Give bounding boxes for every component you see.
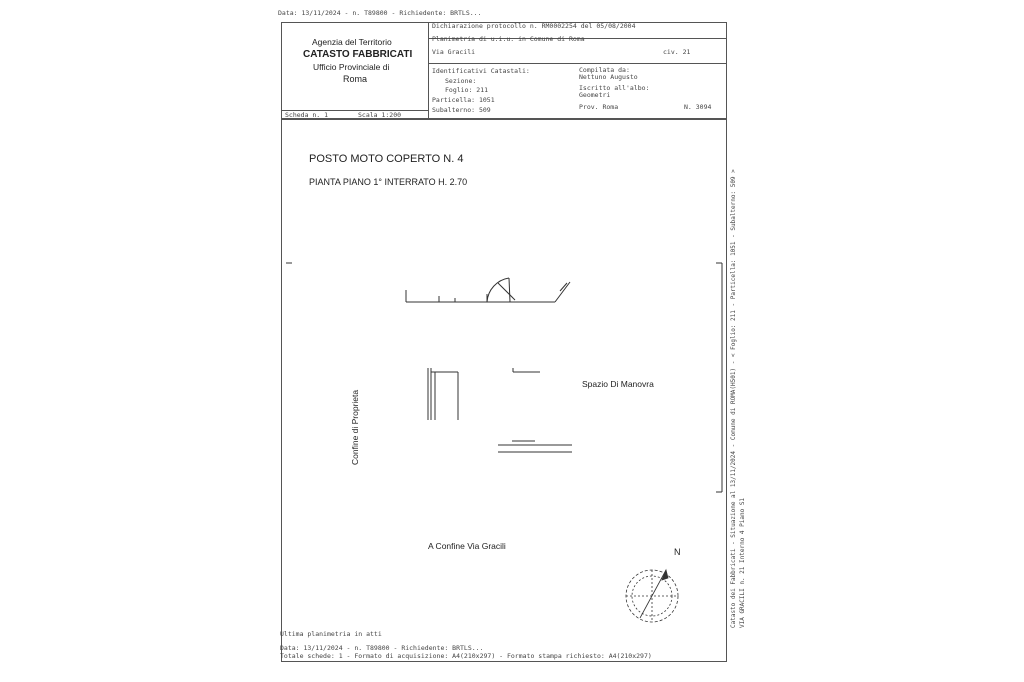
civ-text: civ. 21 xyxy=(663,48,691,56)
subalterno-text: Subalterno: 509 xyxy=(432,106,491,114)
agency-line-2: CATASTO FABBRICATI xyxy=(303,49,413,60)
confine-via-label: A Confine Via Gracili xyxy=(428,541,506,551)
side-address-text: VIA GRACILI n. 21 Interno 4 Piano S1 xyxy=(739,497,746,628)
agency-line-4: Roma xyxy=(343,74,368,84)
foglio-text: Foglio: 211 xyxy=(445,86,489,94)
north-label: N xyxy=(674,547,681,557)
footer-data-line: Data: 13/11/2024 - n. T89800 - Richiedente: BRTLS... xyxy=(280,644,484,652)
top-request-line: Data: 13/11/2024 - n. T89800 - Richiedente: BRTLS... xyxy=(278,9,482,17)
compilata-name: Nettuno Augusto xyxy=(579,73,638,81)
ultima-planimetria-text: Ultima planimetria in atti xyxy=(280,630,382,638)
particella-text: Particella: 1051 xyxy=(432,96,495,104)
plan-title: POSTO MOTO COPERTO N. 4 xyxy=(309,153,464,165)
scheda-text: Scheda n. 1 xyxy=(285,111,329,119)
iscritto-text: Iscritto all'albo: xyxy=(579,84,650,92)
compilata-title: Compilata da: xyxy=(579,66,630,74)
north-arrow-icon xyxy=(622,566,682,626)
spazio-manovra-label: Spazio Di Manovra xyxy=(582,379,654,389)
sezione-text: Sezione: xyxy=(445,77,477,85)
address-text: Via Gracili xyxy=(432,48,476,56)
agency-line-3: Ufficio Provinciale di xyxy=(313,62,390,72)
protocol-text: Dichiarazione protocollo n. RM0002254 del 05/08/2004 xyxy=(432,22,636,30)
confine-proprieta-label: Confine di Proprieta xyxy=(350,389,360,465)
planimetria-text: Planimetria di u.i.u. in Comune di Roma xyxy=(432,35,585,43)
scala-text: Scala 1:200 xyxy=(358,111,402,119)
footer-totale-line: Totale schede: 1 - Formato di acquisizione: A4(210x297) - Formato stampa richiesto: A4(210x297) xyxy=(280,652,652,660)
geometri-text: Geometri xyxy=(579,91,611,99)
numero-text: N. 3094 xyxy=(684,103,712,111)
prov-text: Prov. Roma xyxy=(579,103,619,111)
side-catasto-text: Catasto dei Fabbricati - Situazione al 13/11/2024 - Comune di ROMA(H501) - < Foglio: 211 - Particella: 1051 - Subalterno: 509 > xyxy=(730,169,737,628)
plan-subtitle: PIANTA PIANO 1° INTERRATO H. 2.70 xyxy=(309,177,468,187)
identificativi-title: Identificativi Catastali: xyxy=(432,67,530,75)
agency-line-1: Agenzia del Territorio xyxy=(312,37,392,47)
